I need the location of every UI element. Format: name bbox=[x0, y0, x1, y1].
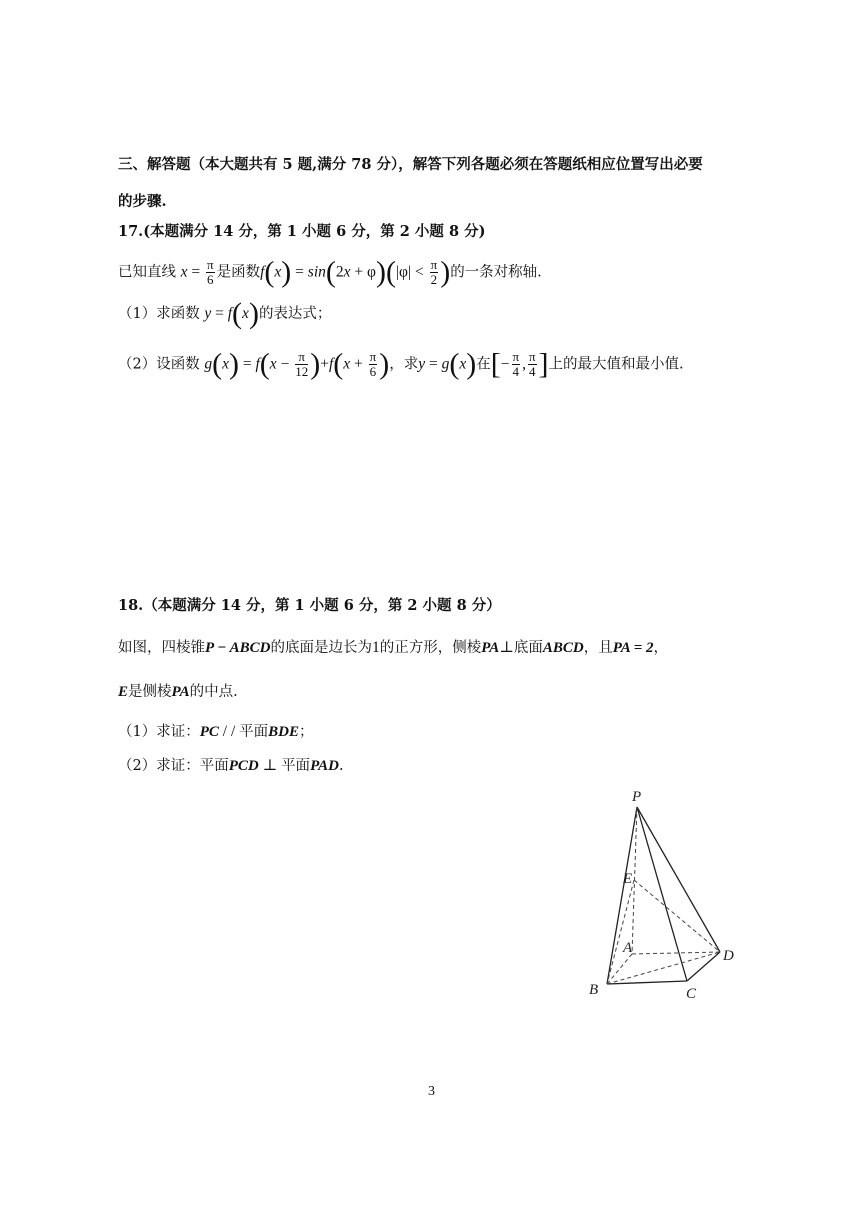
q18-intro-line1: 如图，四棱锥P − ABCD的底面是边长为1的正方形，侧棱PA⊥底面ABCD，且PA = 2， bbox=[118, 639, 669, 656]
q18-intro-line2: E是侧棱PA的中点. bbox=[118, 684, 238, 700]
q18-part2: （2）求证：平面PCD ⊥ 平面PAD. bbox=[118, 757, 344, 774]
edge-pb bbox=[607, 807, 637, 984]
q18-part1: （1）求证：PC / / 平面BDE； bbox=[118, 723, 314, 740]
edge-bd bbox=[607, 952, 720, 984]
label-d: D bbox=[723, 948, 734, 964]
edge-pd bbox=[637, 807, 720, 952]
q17-part1: （1）求函数 y = f(x)的表达式； bbox=[118, 297, 332, 330]
edge-pc bbox=[637, 807, 687, 981]
q17-title: 17.(本题满分 14 分，第 1 小题 6 分，第 2 小题 8 分) bbox=[118, 223, 486, 240]
label-b: B bbox=[589, 982, 599, 998]
q17-part2: （2）设函数 g(x) = f(x − $\frac{\pi}{12}$ )+f(x + $\frac{\pi}{6}$ )，求y = g(x)在[− $\frac{\pi}{4}$ , $\frac{\pi}{4}$ ]上的最大值和最小值. bbox=[118, 347, 684, 381]
label-a: A bbox=[623, 940, 633, 956]
label-c: C bbox=[686, 986, 697, 1002]
edge-ad bbox=[632, 952, 720, 954]
edge-eb bbox=[607, 880, 634, 984]
pyramid-figure bbox=[582, 782, 752, 1007]
label-e: E bbox=[623, 871, 633, 887]
edge-bc bbox=[607, 981, 687, 984]
section-header-line2: 的步骤. bbox=[118, 193, 167, 210]
edge-ed bbox=[634, 880, 720, 952]
section-header-line1: 三、解答题（本大题共有 5 题,满分 78 分），解答下列各题必须在答题纸相应位置写出必要 bbox=[118, 156, 703, 173]
page-number: 3 bbox=[428, 1084, 435, 1099]
q17-intro: 已知直线 x = $\frac{\pi}{6}$ 是函数f(x) = sin(2x + φ)(|φ| < $\frac{\pi}{2}$ )的一条对称轴. bbox=[118, 255, 542, 289]
q18-title: 18.（本题满分 14 分，第 1 小题 6 分，第 2 小题 8 分） bbox=[118, 597, 501, 614]
label-p: P bbox=[632, 789, 642, 805]
